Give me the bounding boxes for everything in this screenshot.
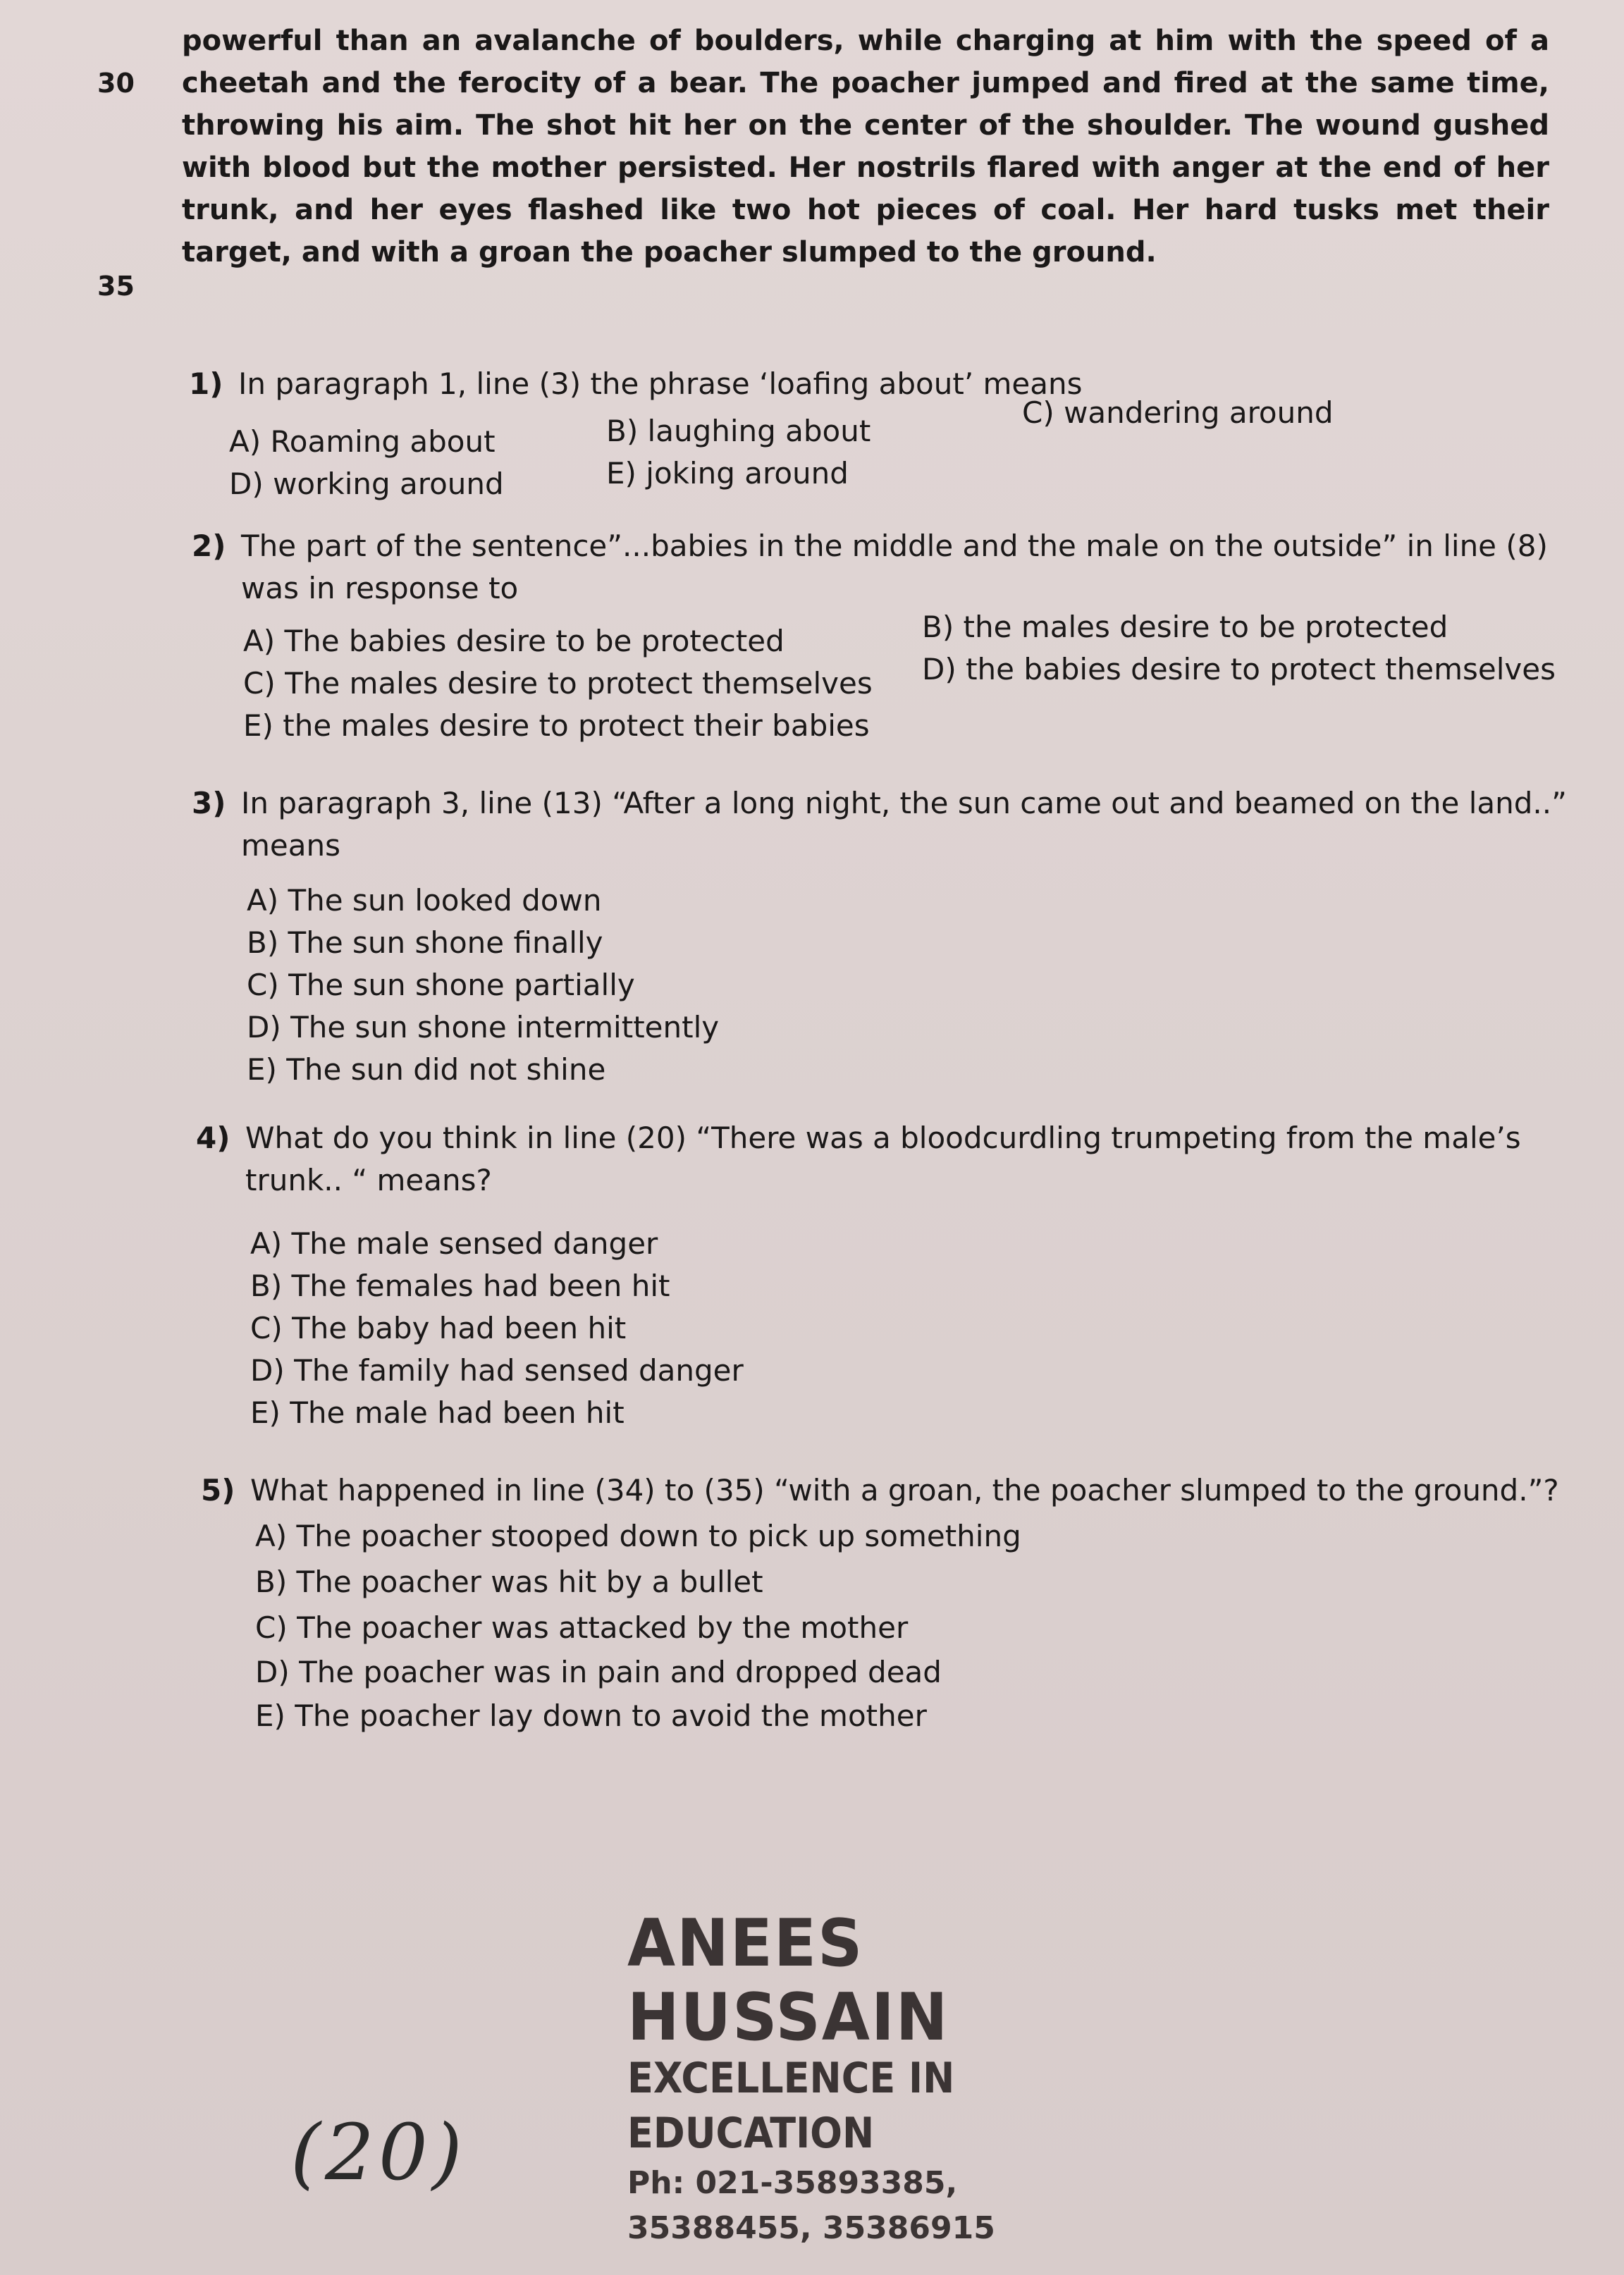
line-number-35: 35 xyxy=(97,271,135,302)
question-text: What happened in line (34) to (35) “with a groan, the poacher slumped to the ground.”? xyxy=(250,1473,1559,1508)
question-text: The part of the sentence”...babies in the middle and the male on the outside” in line (8) was in response to xyxy=(241,529,1548,605)
question-text: What do you think in line (20) “There was a bloodcurdling trumpeting from the male’s trunk.. “ means? xyxy=(245,1121,1521,1197)
question-number: 5) xyxy=(201,1473,235,1508)
option-a[interactable]: A) The male sensed danger xyxy=(250,1226,658,1261)
question-number: 2) xyxy=(192,529,226,563)
option-e[interactable]: E) joking around xyxy=(606,456,849,491)
question-text: In paragraph 1, line (3) the phrase ‘loafing about’ means xyxy=(238,366,1083,401)
option-d[interactable]: D) The sun shone intermittently xyxy=(247,1010,720,1044)
option-d[interactable]: D) the babies desire to protect themselves xyxy=(922,652,1556,686)
stamp-tagline: EXCELLENCE IN EDUCATION xyxy=(627,2054,955,2158)
option-c[interactable]: C) The baby had been hit xyxy=(250,1311,627,1345)
option-a[interactable]: A) The poacher stooped down to pick up something xyxy=(255,1519,1021,1553)
option-e[interactable]: E) The poacher lay down to avoid the mother xyxy=(255,1698,927,1733)
reading-passage: powerful than an avalanche of boulders, while charging at him with the speed of a cheetah and the ferocity of a bear. The poacher jumped and fired at the same time, throwing his aim. The shot hit her on the center of the shoulder. The wound gushed with blood but the mother persisted. Her nostrils flared with anger at the end of her trunk, and her eyes flashed like two hot pieces of coal. Her hard tusks met their target, and with a groan the poacher slumped to the ground. xyxy=(182,25,1549,269)
option-a[interactable]: A) The sun looked down xyxy=(247,883,602,918)
option-b[interactable]: B) The sun shone finally xyxy=(247,925,603,960)
question-number: 4) xyxy=(196,1121,230,1155)
option-c[interactable]: C) wandering around xyxy=(1022,395,1334,430)
option-a[interactable]: A) The babies desire to be protected xyxy=(243,624,785,658)
option-c[interactable]: C) The poacher was attacked by the mother xyxy=(255,1610,909,1645)
option-b[interactable]: B) laughing about xyxy=(606,414,871,448)
question-5 xyxy=(201,1469,1575,1512)
option-b[interactable]: B) The females had been hit xyxy=(250,1269,670,1303)
option-c[interactable]: C) The males desire to protect themselves xyxy=(243,666,873,701)
option-d[interactable]: D) The poacher was in pain and dropped dead xyxy=(255,1655,942,1689)
option-d[interactable]: D) The family had sensed danger xyxy=(250,1353,744,1388)
question-2 xyxy=(192,525,1566,610)
option-e[interactable]: E) The sun did not shine xyxy=(247,1052,606,1087)
option-b[interactable]: B) The poacher was hit by a bullet xyxy=(255,1565,763,1599)
option-e[interactable]: E) the males desire to protect their babies xyxy=(243,708,870,743)
question-number: 1) xyxy=(189,366,223,401)
option-d[interactable]: D) working around xyxy=(229,467,504,501)
stamp-phone: Ph: 021-35893385, 35388455, 35386915 xyxy=(627,2165,995,2246)
question-4 xyxy=(196,1117,1577,1202)
option-b[interactable]: B) the males desire to be protected xyxy=(922,610,1448,644)
question-number: 3) xyxy=(192,786,226,820)
option-e[interactable]: E) The male had been hit xyxy=(250,1395,625,1430)
option-a[interactable]: A) Roaming about xyxy=(229,424,496,459)
stamp-name: ANEES HUSSAIN xyxy=(627,1904,949,2056)
question-text: In paragraph 3, line (13) “After a long night, the sun came out and beamed on the land..” means xyxy=(241,786,1567,863)
page-number: (20) xyxy=(290,2107,467,2197)
line-number-30: 30 xyxy=(97,68,135,99)
school-stamp xyxy=(627,1904,1135,2251)
question-3 xyxy=(192,782,1587,867)
option-c[interactable]: C) The sun shone partially xyxy=(247,968,635,1002)
